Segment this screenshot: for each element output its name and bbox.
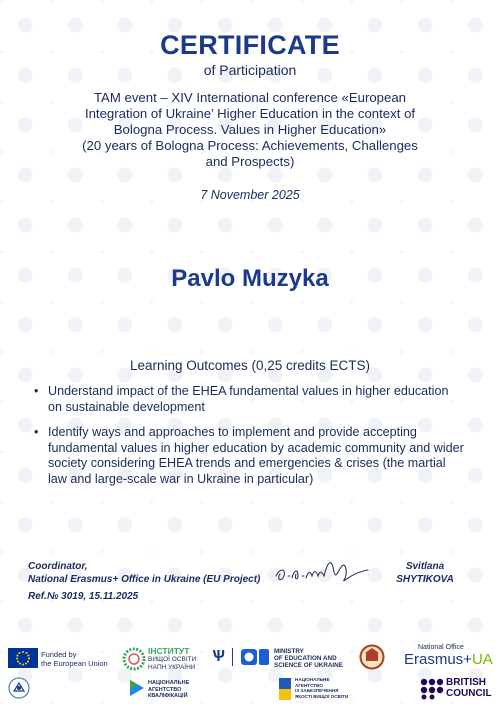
learning-outcomes-title: Learning Outcomes (0,25 credits ECTS)	[129, 358, 371, 373]
quality-agency-line: ЯКОСТІ ВИЩОЇ ОСВІТИ	[295, 693, 349, 699]
erasmus-office-label: National Office	[418, 644, 464, 651]
signer-last-name: SHYTIKOVA	[396, 574, 454, 585]
event-line: Bologna Process. Values in Higher Education»	[113, 122, 387, 137]
coordinator-office-line: National Erasmus+ Office in Ukraine (EU Project)	[28, 574, 261, 585]
british-council-label	[446, 678, 492, 699]
institute-line: ІНСТИТУТ	[148, 646, 190, 656]
british-council-dots-icon	[420, 678, 444, 700]
agency-line: КВАЛІФІКАЦІЙ	[148, 693, 188, 699]
erasmus-ua: UA	[471, 651, 493, 668]
event-line: and Prospects)	[205, 154, 295, 169]
recipient-name: Pavlo Muzyka	[171, 265, 329, 292]
event-line: Integration of Ukraine’ Higher Education in the context of	[84, 106, 416, 121]
signer-name	[380, 560, 470, 586]
event-line: (20 years of Bologna Process: Achievements, Challenges	[82, 138, 418, 153]
learning-outcomes-list	[34, 384, 464, 497]
logo-divider	[232, 648, 233, 666]
ukraine-trident-icon: Ѱ	[212, 648, 225, 665]
certificate-title: CERTIFICATE	[160, 30, 340, 60]
british-council-line: BRITISH	[446, 677, 486, 688]
quality-agency-icon	[278, 677, 292, 701]
coordinator-role-line: Coordinator,	[28, 561, 88, 572]
learning-outcome-item: • Identify ways and approaches to implement and provide accepting fundamental values in higher education by academic community and wider society considering EHEA trends and emergencies & crises (the martial law and large-scale war in Ukraine in particular)	[34, 425, 464, 487]
university-crest-icon	[358, 644, 386, 670]
event-description	[40, 90, 460, 170]
institute-label	[148, 647, 196, 671]
ministry-line: OF EDUCATION AND	[274, 655, 337, 663]
ministry-logo-icon	[240, 648, 270, 666]
eu-funding-line: the European Union	[41, 659, 108, 668]
institute-logo-icon	[122, 647, 146, 671]
quality-agency-line: АГЕНТСТВО	[295, 682, 323, 688]
british-council-line: COUNCIL	[446, 687, 492, 699]
agency-line: НАЦІОНАЛЬНЕ	[148, 680, 190, 686]
ministry-label	[274, 648, 343, 670]
institute-line: ВИЩОЇ ОСВІТИ	[148, 656, 197, 663]
eu-funding-line: Funded by	[41, 650, 77, 659]
qualifications-agency-icon	[128, 678, 146, 698]
signer-first-name: Svitlana	[405, 561, 445, 572]
quality-agency-line: ІЗ ЗАБЕЗПЕЧЕННЯ	[295, 688, 339, 693]
eu-flag-icon	[8, 648, 38, 668]
reference-number: Ref.№ 3019, 15.11.2025	[28, 591, 139, 602]
erasmus-brand: Erasmus+	[404, 651, 472, 668]
handwritten-signature	[272, 550, 372, 590]
qualifications-agency-label	[148, 680, 189, 700]
agency-line: АГЕНТСТВО	[148, 686, 182, 693]
quality-agency-label	[295, 677, 348, 699]
coordinator-role	[28, 560, 260, 586]
ministry-line: MINISTRY	[274, 648, 304, 655]
erasmus-logo	[404, 652, 493, 668]
ukrainian-seal-icon	[8, 677, 30, 699]
learning-outcome-item: • Understand impact of the EHEA fundamental values in higher education on sustainable development	[34, 384, 464, 415]
event-date: 7 November 2025	[200, 188, 300, 202]
institute-line: НАПН УКРАЇНИ	[148, 663, 196, 671]
event-line: TAM event – XIV International conference «European	[93, 90, 407, 105]
eu-funding-label	[41, 650, 108, 668]
ministry-line: SCIENCE OF UKRAINE	[274, 662, 343, 670]
quality-agency-line: НАЦІОНАЛЬНЕ	[295, 677, 330, 682]
certificate-subtitle: of Participation	[203, 62, 297, 78]
